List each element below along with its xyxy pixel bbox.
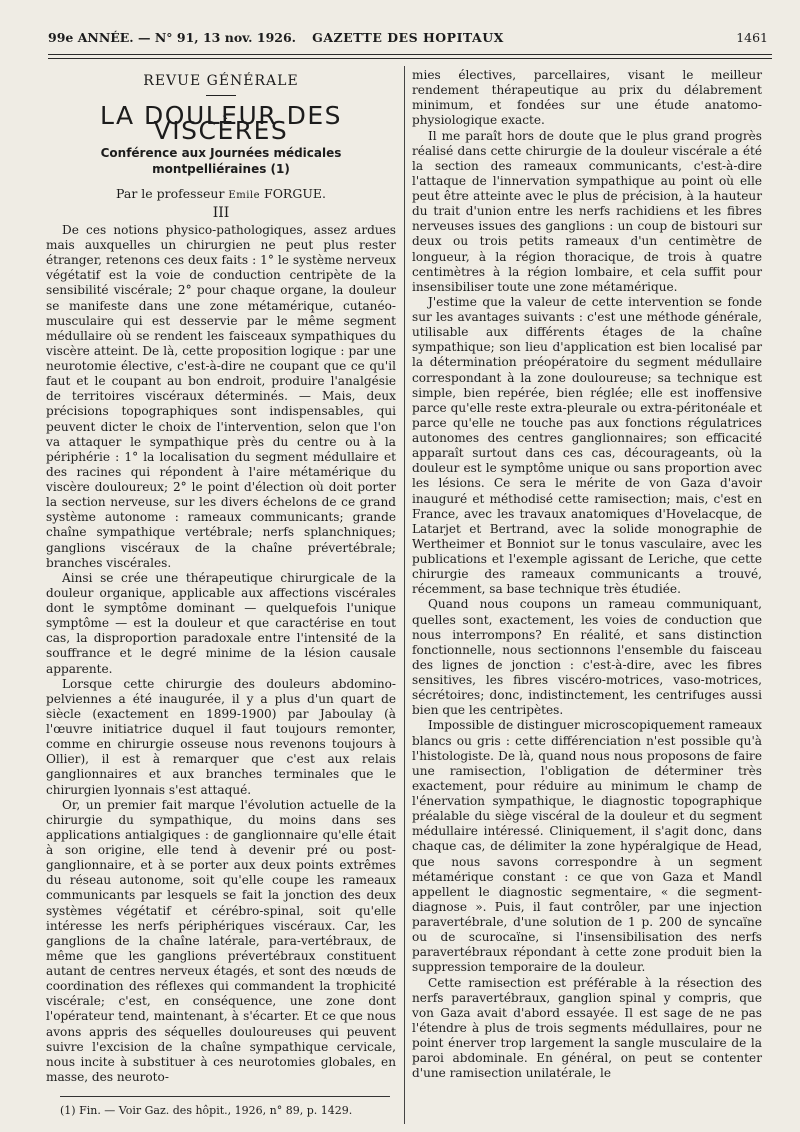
author-first-name: Emile (228, 189, 261, 201)
journal-title: GAZETTE DES HOPITAUX (312, 30, 504, 45)
paragraph: mies électives, parcellaires, visant le meilleur rendement thérapeutique au prix du délabrement minimum, et fondées sur une étude anatomo-physiologique exacte. (412, 68, 762, 128)
paragraph: J'estime que la valeur de cette intervention se fonde sur les avantages suivants : c'est une méthode générale, utilisable aux différents étages de la chaîne sympathique; son lieu d'application est bien localisé par la détermination préopératoire du segment médullaire correspondant à la zone douloureuse; sa technique est simple, bien repérée, bien réglée; elle est inoffensive parce qu'elle reste extra-pleurale ou extra-péritonéale et parce qu'elle ne touche pas aux fonctions régulatrices autonomes des centres ganglionnaires; son efficacité apparaît surtout dans ces cas, décourageants, où la douleur est le symptôme unique ou sans proportion avec les lésions. Ce sera le mérite de von Gaza d'avoir inauguré et méthodisé cette ramisection; mais, c'est en France, avec les travaux anatomiques d'Hovelacque, de Latarjet et Bertrand, avec la solide monographie de Wertheimer et Bonniot sur le tonus vasculaire, avec les publications et l'exemple agissant de Leriche, que cette chirurgie des rameaux communicants a trouvé, récemment, sa base technique très étudiée. (412, 294, 762, 597)
page-number: 1461 (736, 30, 768, 45)
paragraph: Quand nous coupons un rameau communiquant, quelles sont, exactement, les voies de conduction que nous interrompons? En réalité, et sans distinction fonctionnelle, nous sectionnons l'ensemble du faisceau des lignes de jonction : c'est-à-dire, avec les fibres sensitives, les fibres viscéro-motrices, vaso-motrices, sécrétoires; donc, indistinctement, les centrifuges aussi bien que les centripètes. (412, 597, 762, 718)
paragraph: Il me paraît hors de doute que le plus grand progrès réalisé dans cette chirurgie de la douleur viscérale a été la section des rameaux communicants, c'est-à-dire l'attaque de l'innervation sympathique au point où elle peut être atteinte avec le plus de précision, à la hauteur du trait d'union entre les nerfs rachidiens et les fibres nerveuses issues des ganglions : un coup de bistouri sur deux ou trois petits rameaux d'un centimètre de longueur, à la région thoracique, de trois à quatre centimètres à la région lombaire, et cela suffit pour insensibiliser toute une zone métamérique. (412, 128, 762, 294)
article-title: LA DOULEUR DES VISCÈRES (99, 101, 343, 146)
author-prefix: Par le professeur (116, 185, 225, 201)
author-line (46, 186, 396, 203)
paragraph: Lorsque cette chirurgie des douleurs abdomino-pelviennes a été inaugurée, il y a plus d'un quart de siècle (exactement en 1899-1900) par Jaboulay (à l'œuvre initiatrice duquel il faut toujours remonter, comme en chirurgie osseuse nous revenons toujours à Ollier), il est à remarquer que c'est aux relais ganglionnaires et aux branches terminales que le chirurgien lyonnais s'est attaqué. (46, 676, 396, 797)
footnote-rule (60, 1096, 390, 1097)
rubric: REVUE GÉNÉRALE (143, 73, 299, 89)
paragraph: De ces notions physico-pathologiques, assez ardues mais auxquelles un chirurgien ne peut plus rester étranger, retenons ces deux faits : 1° le système nerveux végétatif est la voie de conduction centripète de la sensibilité viscérale; 2° pour chaque organe, la douleur se manifeste dans une zone métamérique, cutanéo-musculaire qui est desservie par le même segment médullaire où se rendent les faisceaux sympathiques du viscère atteint. De là, cette proposition logique : par une neurotomie élective, c'est-à-dire ne coupant que ce qu'il faut et le coupant au bon endroit, produire l'analgésie de territoires viscéraux déterminés. — Mais, deux précisions topographiques sont indispensables, qui peuvent dicter le choix de l'intervention, selon que l'on va attaquer le sympathique près du centre ou à la périphérie : 1° la localisation du segment médullaire et des racines qui répondent à l'aire métamérique du viscère douloureux; 2° le point d'élection où doit porter la section nerveuse, sur les divers échelons de ce grand système autonome : rameaux communicants; grande chaîne sympathique vertébrale; nerfs splanchniques; ganglions viscéraux de la chaîne prévertébrale; branches viscérales. (46, 222, 396, 570)
section-number: III (212, 204, 230, 221)
header-rule-thin (48, 58, 772, 59)
header-rule (48, 54, 772, 55)
footnote: (1) Fin. — Voir Gaz. des hôpit., 1926, n° 89, p. 1429. (60, 1104, 353, 1117)
right-column (412, 68, 762, 1081)
paragraph: Ainsi se crée une thérapeutique chirurgicale de la douleur organique, applicable aux affections viscérales dont le symptôme dominant — quelquefois l'unique symptôme — est la douleur et que caractérise en tout cas, la disproportion paradoxale entre l'intensité de la souffrance et le degré minime de la lésion causale apparente. (46, 570, 396, 676)
page-header (48, 30, 768, 50)
left-column (46, 68, 396, 1085)
paragraph: Or, un premier fait marque l'évolution actuelle de la chirurgie du sympathique, du moins dans ses applications antialgiques : de ganglionnaire qu'elle était à son origine, elle tend à devenir pré ou post-ganglionnaire, et à se porter aux deux points extrêmes du réseau autonome, soit qu'elle coupe les rameaux communicants par lesquels se fait la jonction des deux systèmes végétatif et cérébro-spinal, soit qu'elle intéresse les nerfs périphériques viscéraux. Car, les ganglions de la chaîne latérale, para-vertébraux, de même que les ganglions prévertébraux constituent autant de centres nerveux étagés, et sont des nœuds de coordination des réflexes qui commandent la trophicité viscérale; c'est, en conséquence, une zone dont l'opérateur tend, maintenant, à s'écarter. Et ce que nous avons appris des séquelles douloureuses qui peuvent suivre l'excision de la chaîne sympathique cervicale, nous incite à substituer à ces neurotomies globales, en masse, des neuroto- (46, 797, 396, 1084)
article-subtitle: Conférence aux Journées médicales montpelliéraines (1) (100, 146, 342, 176)
issue-info: 99e ANNÉE. — N° 91, 13 nov. 1926. (48, 30, 297, 45)
column-separator (404, 66, 405, 1124)
rubric-rule (206, 95, 236, 96)
paragraph: Cette ramisection est préférable à la résection des nerfs paravertébraux, ganglion spinal y compris, que von Gaza avait d'abord essayée. Il est sage de ne pas l'étendre à plus de trois segments médullaires, pour ne point énerver trop largement la sangle musculaire de la paroi abdominale. En général, on peut se contenter d'une ramisection unilatérale, le (412, 975, 762, 1081)
author-last-name: FORGUE. (264, 185, 326, 201)
paragraph: Impossible de distinguer microscopiquement rameaux blancs ou gris : cette différenciation n'est possible qu'à l'histologiste. De là, quand nous nous proposons de faire une ramisection, l'obligation de déterminer très exactement, pour réduire au minimum le champ de l'énervation sympathique, le diagnostic topographique préalable du siège viscéral de la douleur et du segment médullaire intéressé. Cliniquement, il s'agit donc, dans chaque cas, de délimiter la zone hypéralgique de Head, que nous savons correspondre à un segment métamérique constant : ce que von Gaza et Mandl appellent le diagnostic segmentaire, « die segment-diagnose ». Puis, il faut contrôler, par une injection paravertébrale, d'une solution de 1 p. 200 de syncaïne ou de scurocaïne, si l'insensibilisation des nerfs paravertébraux répondant à cette zone produit bien la suppression temporaire de la douleur. (412, 718, 762, 975)
